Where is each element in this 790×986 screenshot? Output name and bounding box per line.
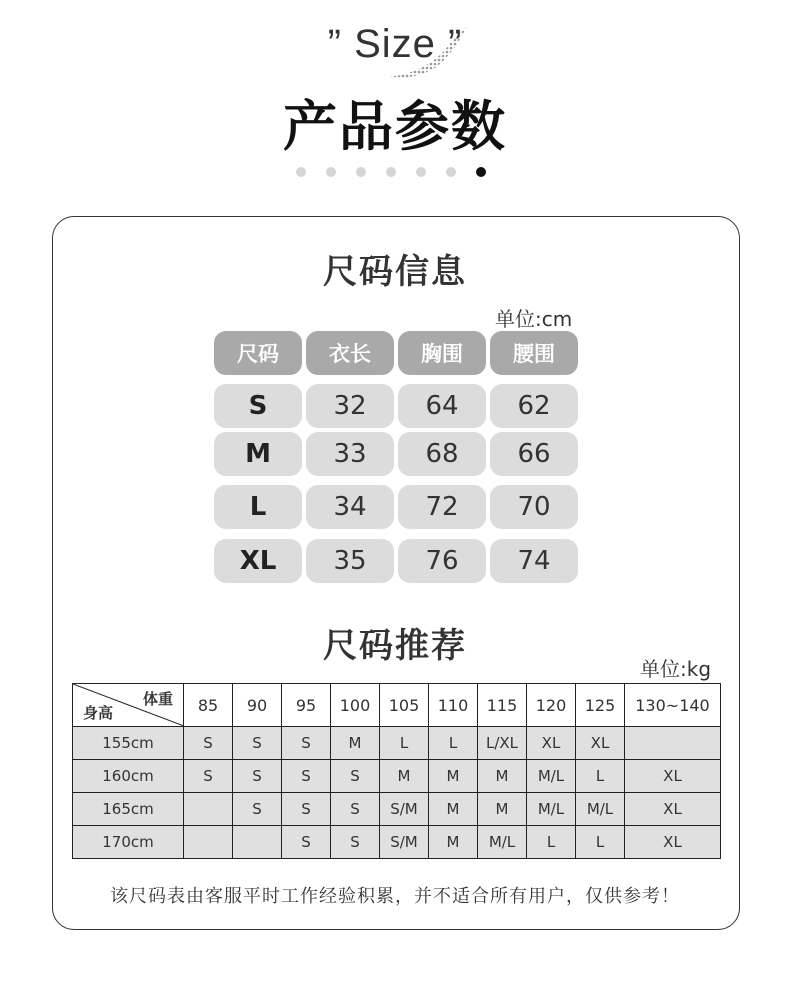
pagination-dot xyxy=(326,167,336,177)
weight-header-cell: 130~140 xyxy=(625,684,721,727)
weight-header-cell: 120 xyxy=(527,684,576,727)
weight-header-cell: 115 xyxy=(478,684,527,727)
weight-header-cell: 105 xyxy=(380,684,429,727)
weight-header-cell: 95 xyxy=(282,684,331,727)
weight-header-cell: 85 xyxy=(184,684,233,727)
recommended-size-cell: S xyxy=(233,793,282,826)
size-value-cell: 32 xyxy=(306,384,394,428)
recommended-size-cell: L xyxy=(527,826,576,859)
size-value-cell: 62 xyxy=(490,384,578,428)
table-row xyxy=(73,793,721,826)
size-info-title: 尺码信息 xyxy=(323,252,467,292)
recommended-size-cell: XL xyxy=(625,793,721,826)
pagination-dots xyxy=(296,167,486,177)
height-axis-label: 身高 xyxy=(83,704,114,722)
recommended-size-cell: L xyxy=(576,760,625,793)
disclaimer-note: 该尺码表由客服平时工作经验积累，并不适合所有用户，仅供参考！ xyxy=(110,886,680,907)
size-value-cell: 66 xyxy=(490,432,578,476)
recommended-size-cell: S xyxy=(331,760,380,793)
recommended-size-cell: M xyxy=(380,760,429,793)
recommended-size-cell: L xyxy=(576,826,625,859)
pagination-dot xyxy=(356,167,366,177)
corner-header-cell xyxy=(73,684,184,727)
recommended-size-cell: S xyxy=(184,727,233,760)
size-recommend-title: 尺码推荐 xyxy=(323,626,467,666)
recommended-size-cell: M xyxy=(478,760,527,793)
recommended-size-cell: M/L xyxy=(576,793,625,826)
weight-header-cell: 110 xyxy=(429,684,478,727)
recommended-size-cell: L xyxy=(380,727,429,760)
pagination-dot xyxy=(296,167,306,177)
recommended-size-cell: XL xyxy=(625,760,721,793)
pagination-dot xyxy=(386,167,396,177)
recommended-size-cell: XL xyxy=(576,727,625,760)
recommended-size-cell: M xyxy=(478,793,527,826)
recommended-size-cell: S xyxy=(282,760,331,793)
recommended-size-cell: M xyxy=(429,793,478,826)
size-label-cell: M xyxy=(214,432,302,476)
pagination-dot xyxy=(446,167,456,177)
weight-header-cell: 100 xyxy=(331,684,380,727)
weight-header-cell: 90 xyxy=(233,684,282,727)
size-value-cell: 76 xyxy=(398,539,486,583)
recommended-size-cell xyxy=(625,727,721,760)
recommended-size-cell: M xyxy=(429,826,478,859)
page-title: 产品参数 xyxy=(283,95,507,158)
recommended-size-cell: S xyxy=(282,727,331,760)
recommended-size-cell: L xyxy=(429,727,478,760)
pagination-dot xyxy=(476,167,486,177)
recommended-size-cell: M/L xyxy=(527,793,576,826)
recommended-size-cell: S/M xyxy=(380,826,429,859)
size-label-cell: L xyxy=(214,485,302,529)
size-value-cell: 33 xyxy=(306,432,394,476)
size-value-cell: 72 xyxy=(398,485,486,529)
size-label-cell: S xyxy=(214,384,302,428)
size-recommend-unit: 单位:kg xyxy=(640,657,712,681)
size-label-cell: XL xyxy=(214,539,302,583)
recommended-size-cell: M xyxy=(331,727,380,760)
recommended-size-cell xyxy=(184,793,233,826)
recommended-size-cell: S xyxy=(233,760,282,793)
size-table-header: 胸围 xyxy=(398,331,486,375)
recommended-size-cell: XL xyxy=(625,826,721,859)
recommended-size-cell: M/L xyxy=(478,826,527,859)
size-value-cell: 35 xyxy=(306,539,394,583)
recommended-size-cell: S/M xyxy=(380,793,429,826)
size-recommend-table xyxy=(72,683,721,859)
weight-header-cell: 125 xyxy=(576,684,625,727)
size-table-header: 尺码 xyxy=(214,331,302,375)
recommended-size-cell: S xyxy=(282,793,331,826)
table-row xyxy=(73,760,721,793)
recommended-size-cell: M/L xyxy=(527,760,576,793)
pagination-dot xyxy=(416,167,426,177)
english-title: ” Size ” xyxy=(0,22,790,67)
size-value-cell: 68 xyxy=(398,432,486,476)
recommended-size-cell: S xyxy=(233,727,282,760)
size-table-header: 腰围 xyxy=(490,331,578,375)
recommended-size-cell: S xyxy=(184,760,233,793)
size-info-unit: 单位:cm xyxy=(495,307,573,331)
size-table-header: 衣长 xyxy=(306,331,394,375)
height-cell: 170cm xyxy=(73,826,184,859)
size-value-cell: 34 xyxy=(306,485,394,529)
table-row xyxy=(73,727,721,760)
recommended-size-cell: L/XL xyxy=(478,727,527,760)
weight-axis-label: 体重 xyxy=(142,690,173,708)
recommended-size-cell: S xyxy=(331,793,380,826)
recommended-size-cell: S xyxy=(282,826,331,859)
height-cell: 165cm xyxy=(73,793,184,826)
table-row xyxy=(73,826,721,859)
recommended-size-cell xyxy=(184,826,233,859)
height-cell: 160cm xyxy=(73,760,184,793)
size-value-cell: 64 xyxy=(398,384,486,428)
size-value-cell: 70 xyxy=(490,485,578,529)
height-cell: 155cm xyxy=(73,727,184,760)
recommended-size-cell: S xyxy=(331,826,380,859)
recommended-size-cell: M xyxy=(429,760,478,793)
size-value-cell: 74 xyxy=(490,539,578,583)
recommended-size-cell: XL xyxy=(527,727,576,760)
recommended-size-cell xyxy=(233,826,282,859)
